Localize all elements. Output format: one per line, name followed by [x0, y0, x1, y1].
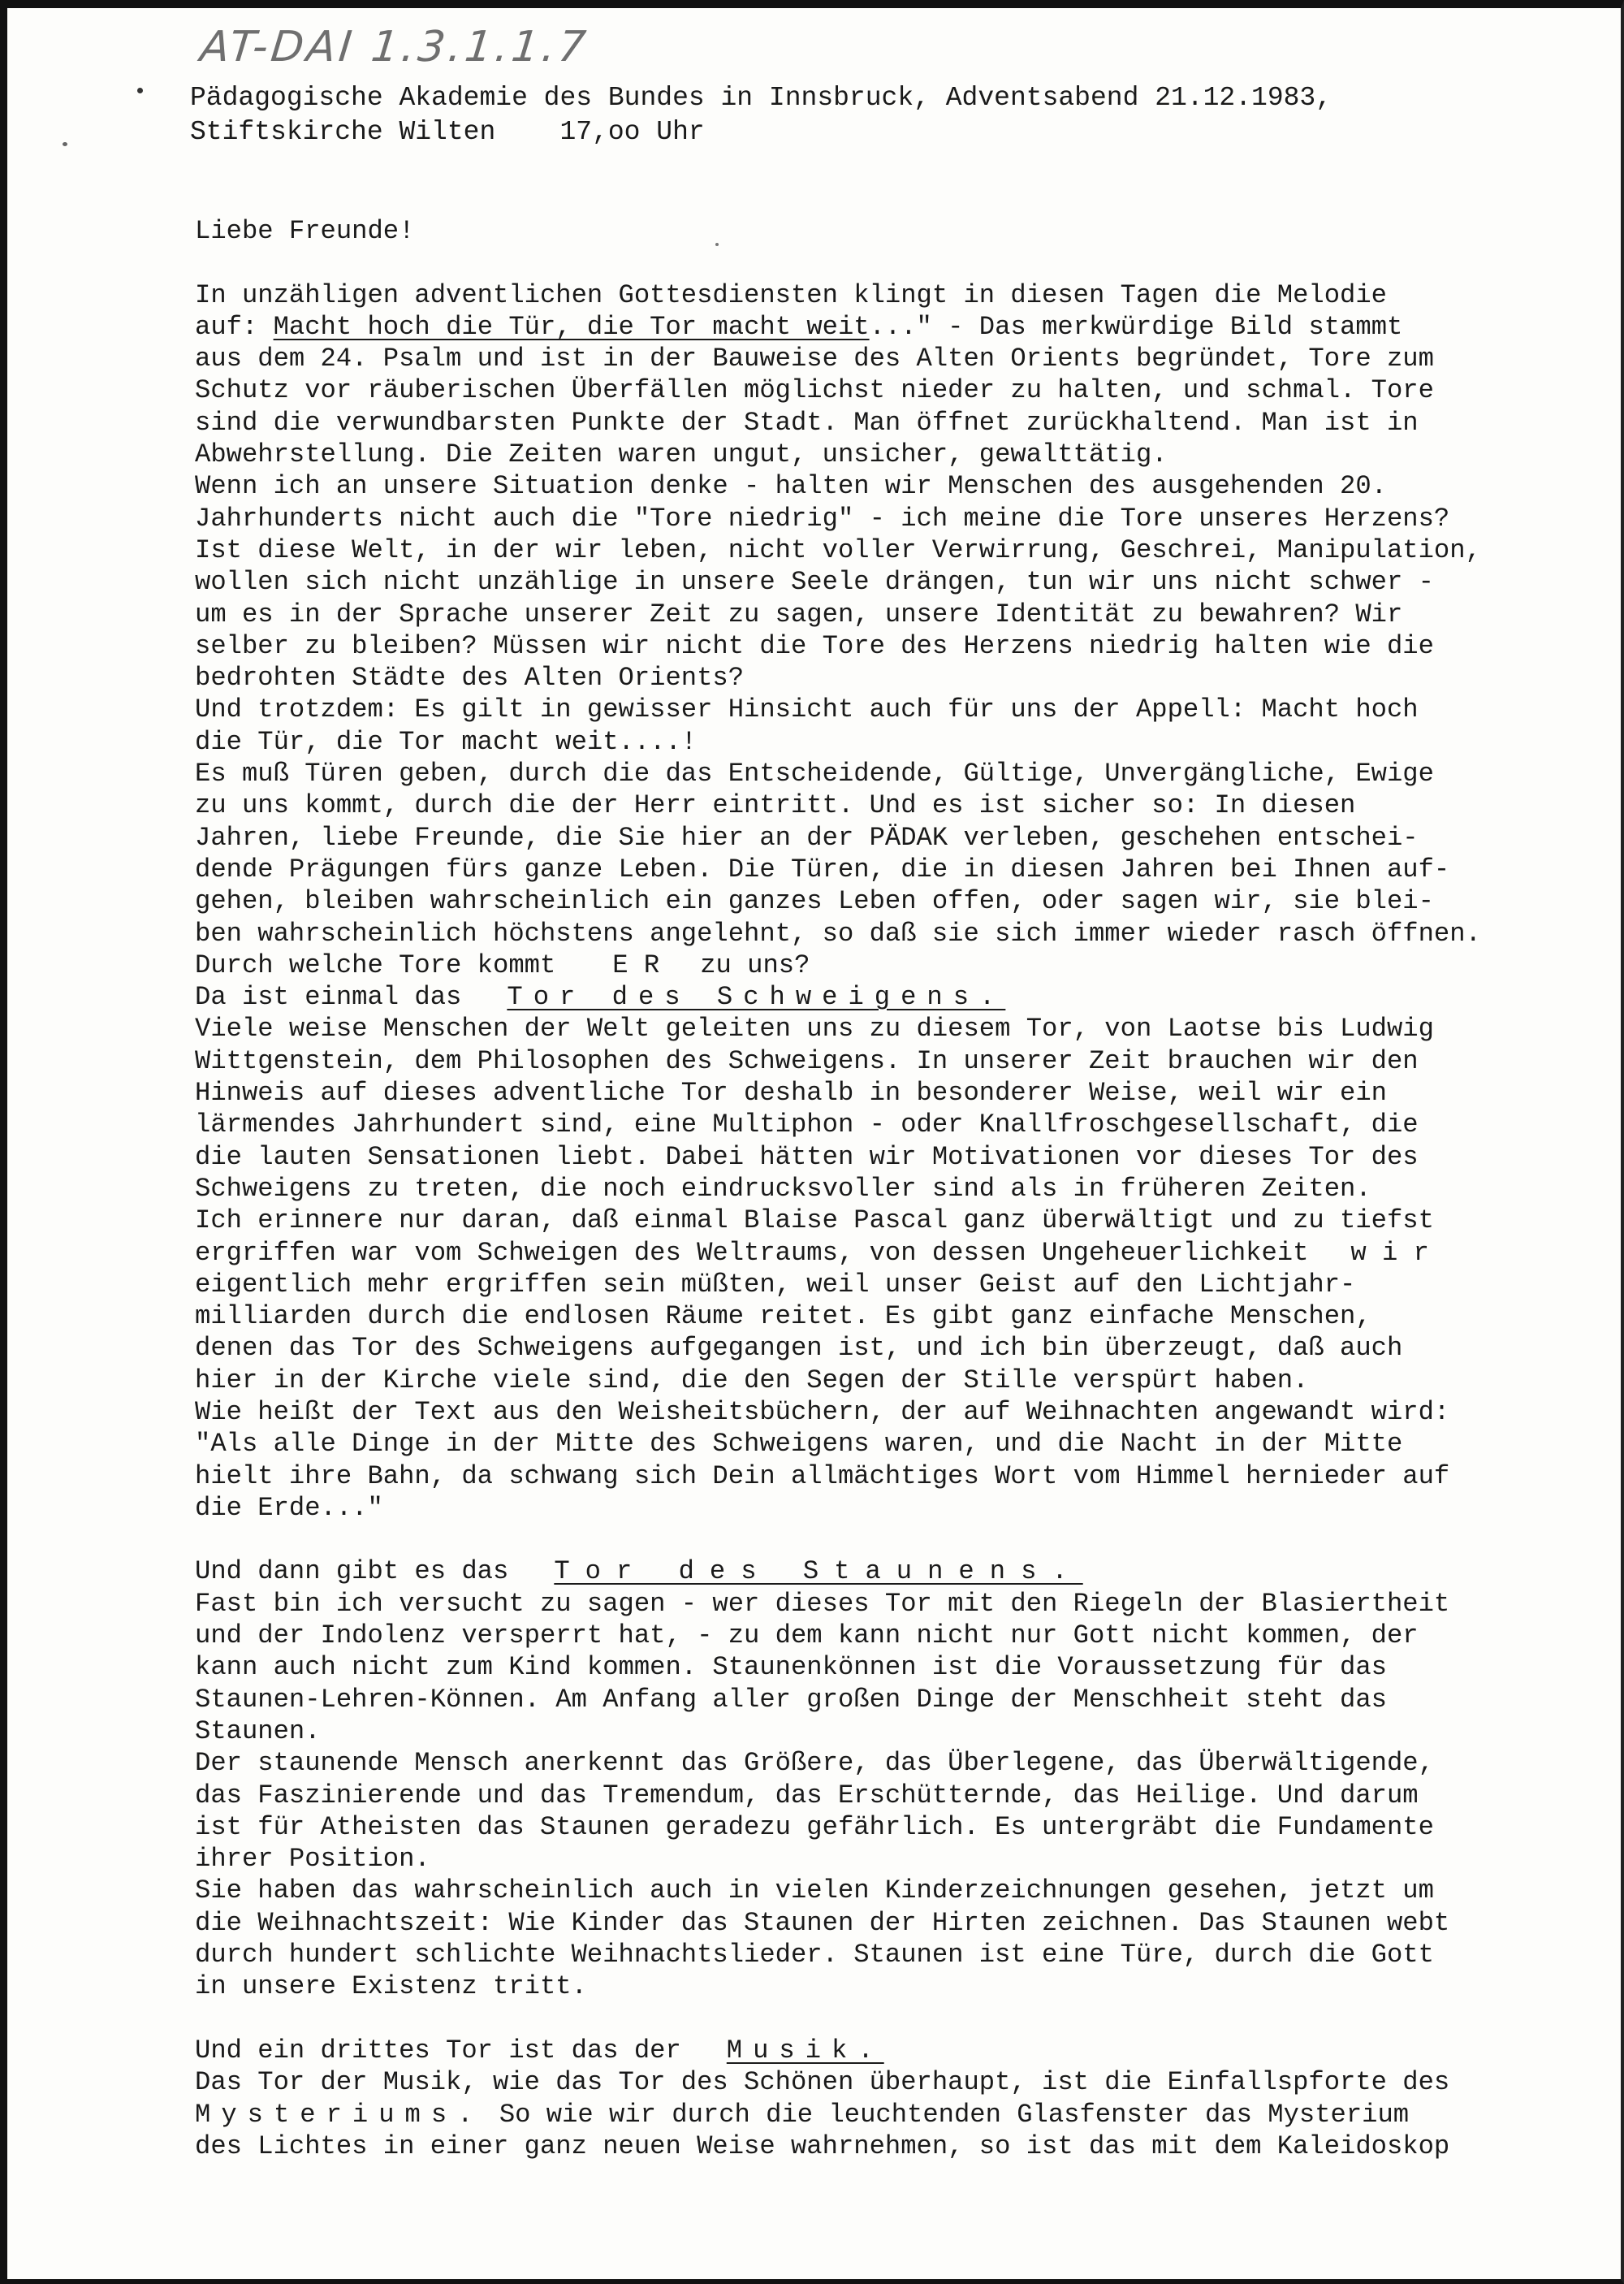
text-line: dende Prägungen fürs ganze Leben. Die Türen, die in diesen Jahren bei Ihnen auf-: [195, 854, 1450, 885]
text-line: hier in der Kirche viele sind, die den Segen der Stille verspürt haben.: [195, 1365, 1309, 1395]
text-line: Schweigens zu treten, die noch eindrucksvoller sind als in früheren Zeiten.: [195, 1173, 1371, 1204]
section-intro: Und ein drittes Tor ist das der: [195, 2035, 681, 2066]
text-line: das Faszinierende und das Tremendum, das Erschütternde, das Heilige. Und darum: [195, 1780, 1419, 1810]
text-line: sind die verwundbarsten Punkte der Stadt. Man öffnet zurückhaltend. Man ist in: [195, 407, 1419, 438]
text-line: [195, 1237, 1624, 1269]
text-line: ihrer Position.: [195, 1844, 430, 1875]
text-line: denen das Tor des Schweigens aufgegangen ist, und ich bin überzeugt, daß auch: [195, 1333, 1403, 1364]
text-line: [195, 2099, 1624, 2130]
text-line: in unsere Existenz tritt.: [195, 1971, 587, 2002]
archive-number-handwritten: AT-DAI 1.3.1.1.7: [197, 23, 592, 71]
text-line: wollen sich nicht unzählige in unsere Seele drängen, tun wir uns nicht schwer -: [195, 567, 1434, 598]
text-fragment: auf:: [195, 311, 274, 342]
text-line: gehen, bleiben wahrscheinlich ein ganzes Leben offen, oder sagen wir, sie blei-: [195, 886, 1434, 917]
text-line: des Lichtes in einer ganz neuen Weise wahrnehmen, so ist das mit dem Kaleidoskop: [195, 2130, 1450, 2161]
text-line: Ich erinnere nur daran, daß einmal Blaise Pascal ganz überwältigt und zu tiefst: [195, 1205, 1434, 1236]
text-line: Das Tor der Musik, wie das Tor des Schönen überhaupt, ist die Einfallspforte des: [195, 2067, 1450, 2098]
text-line: Staunen-Lehren-Können. Am Anfang aller großen Dinge der Menschheit steht das: [195, 1684, 1387, 1715]
section-intro: Da ist einmal das: [195, 982, 462, 1013]
header-line-1: Pädagogische Akademie des Bundes in Innsbruck, Adventsabend 21.12.1983,: [190, 83, 1332, 113]
emphasis-er: E R: [612, 950, 660, 980]
text-fragment: ..." - Das merkwürdige Bild stammt: [869, 311, 1403, 342]
text-line: ben wahrscheinlich höchstens angelehnt, so daß sie sich immer wieder rasch öffnen.: [195, 918, 1481, 949]
speck-mark: [137, 88, 143, 93]
text-line: zu uns kommt, durch die der Herr eintritt. Und es ist sicher so: In diesen: [195, 790, 1356, 821]
text-line: aus dem 24. Psalm und ist in der Bauweise des Alten Orients begründet, Tore zum: [195, 344, 1434, 374]
text-line: lärmendes Jahrhundert sind, eine Multiphon - oder Knallfroschgesellschaft, die: [195, 1110, 1419, 1140]
text-line: Abwehrstellung. Die Zeiten waren ungut, unsicher, gewalttätig.: [195, 439, 1168, 470]
greeting: Liebe Freunde!: [195, 216, 415, 246]
text-fragment: Durch welche Tore kommt: [195, 950, 556, 980]
text-line: [195, 311, 1624, 343]
text-line: die Tür, die Tor macht weit....!: [195, 726, 698, 757]
text-line: durch hundert schlichte Weihnachtslieder. Staunen ist eine Türe, durch die Gott: [195, 1940, 1434, 1970]
letter-body: [195, 215, 1624, 2162]
text-line: [195, 950, 1624, 981]
section-heading-line: [195, 2035, 1624, 2066]
text-line: die Weihnachtszeit: Wie Kinder das Staunen der Hirten zeichnen. Das Staunen webt: [195, 1907, 1450, 1938]
text-line: und der Indolenz versperrt hat, - zu dem kann nicht nur Gott nicht kommen, der: [195, 1620, 1419, 1651]
text-line: Und trotzdem: Es gilt in gewisser Hinsicht auch für uns der Appell: Macht hoch: [195, 694, 1419, 725]
section-title-schweigen: Tor des Schweigens.: [507, 982, 1006, 1013]
section-heading-line: [195, 1555, 1624, 1587]
hymn-quote: Macht hoch die Tür, die Tor macht weit: [273, 311, 870, 342]
text-line: Es muß Türen geben, durch die das Entscheidende, Gültige, Unvergängliche, Ewige: [195, 759, 1434, 789]
section-intro: Und dann gibt es das: [195, 1556, 509, 1587]
text-fragment: ergriffen war vom Schweigen des Weltraums, von dessen Ungeheuerlichkeit: [195, 1237, 1309, 1268]
text-fragment: zu uns?: [700, 950, 810, 980]
text-line: "Als alle Dinge in der Mitte des Schweigens waren, und die Nacht in der Mitte: [195, 1429, 1403, 1460]
text-line: Jahren, liebe Freunde, die Sie hier an der PÄDAK verleben, geschehen entschei-: [195, 822, 1419, 853]
text-line: Jahrhunderts nicht auch die "Tore niedrig" - ich meine die Tore unseres Herzens?: [195, 503, 1450, 534]
text-line: eigentlich mehr ergriffen sein müßten, weil unser Geist auf den Lichtjahr-: [195, 1269, 1356, 1300]
text-line: Fast bin ich versucht zu sagen - wer dieses Tor mit den Riegeln der Blasiertheit: [195, 1588, 1450, 1619]
emphasis-wir: w i r: [1350, 1237, 1430, 1268]
emphasis-mysterium: Mysteriums.: [195, 2099, 484, 2130]
text-line: um es in der Sprache unserer Zeit zu sagen, unsere Identität zu bewahren? Wir: [195, 599, 1403, 629]
text-line: Wie heißt der Text aus den Weisheitsbüchern, der auf Weihnachten angewandt wird:: [195, 1396, 1450, 1427]
text-line: Der staunende Mensch anerkennt das Größere, das Überlegene, das Überwältigende,: [195, 1748, 1434, 1779]
speck-mark: [63, 142, 67, 146]
text-line: In unzähligen adventlichen Gottesdiensten klingt in diesen Tagen die Melodie: [195, 279, 1387, 310]
text-line: selber zu bleiben? Müssen wir nicht die Tore des Herzens niedrig halten wie die: [195, 630, 1434, 661]
header-line-2: Stiftskirche Wilten 17,oo Uhr: [190, 117, 705, 147]
text-line: hielt ihre Bahn, da schwang sich Dein allmächtiges Wort vom Himmel hernieder auf: [195, 1460, 1450, 1491]
text-line: bedrohten Städte des Alten Orients?: [195, 663, 745, 694]
text-line: die lauten Sensationen liebt. Dabei hätten wir Motivationen vor dieses Tor des: [195, 1141, 1419, 1172]
text-line: kann auch nicht zum Kind kommen. Staunenkönnen ist die Voraussetzung für das: [195, 1652, 1387, 1683]
section-title-staunen: Tor des Staunens.: [554, 1556, 1083, 1587]
text-line: Schutz vor räuberischen Überfällen möglichst nieder zu halten, und schmal. Tore: [195, 375, 1434, 406]
text-line: Ist diese Welt, in der wir leben, nicht voller Verwirrung, Geschrei, Manipulation,: [195, 534, 1481, 565]
text-fragment: So wie wir durch die leuchtenden Glasfenster das Mysterium: [499, 2099, 1410, 2130]
text-line: Sie haben das wahrscheinlich auch in vielen Kinderzeichnungen gesehen, jetzt um: [195, 1875, 1434, 1906]
text-line: Wittgenstein, dem Philosophen des Schweigens. In unserer Zeit brauchen wir den: [195, 1045, 1419, 1076]
text-line: Staunen.: [195, 1715, 321, 1746]
text-line: milliarden durch die endlosen Räume reitet. Es gibt ganz einfache Menschen,: [195, 1301, 1371, 1332]
section-heading-line: [195, 981, 1624, 1013]
section-title-musik: Musik.: [726, 2035, 884, 2066]
text-line: Viele weise Menschen der Welt geleiten uns zu diesem Tor, von Laotse bis Ludwig: [195, 1014, 1434, 1045]
text-line: ist für Atheisten das Staunen geradezu gefährlich. Es untergräbt die Fundamente: [195, 1811, 1434, 1842]
text-line: Hinweis auf dieses adventliche Tor deshalb in besonderer Weise, weil wir ein: [195, 1078, 1387, 1109]
text-line: Wenn ich an unsere Situation denke - halten wir Menschen des ausgehenden 20.: [195, 471, 1387, 502]
text-line: die Erde...": [195, 1492, 383, 1523]
